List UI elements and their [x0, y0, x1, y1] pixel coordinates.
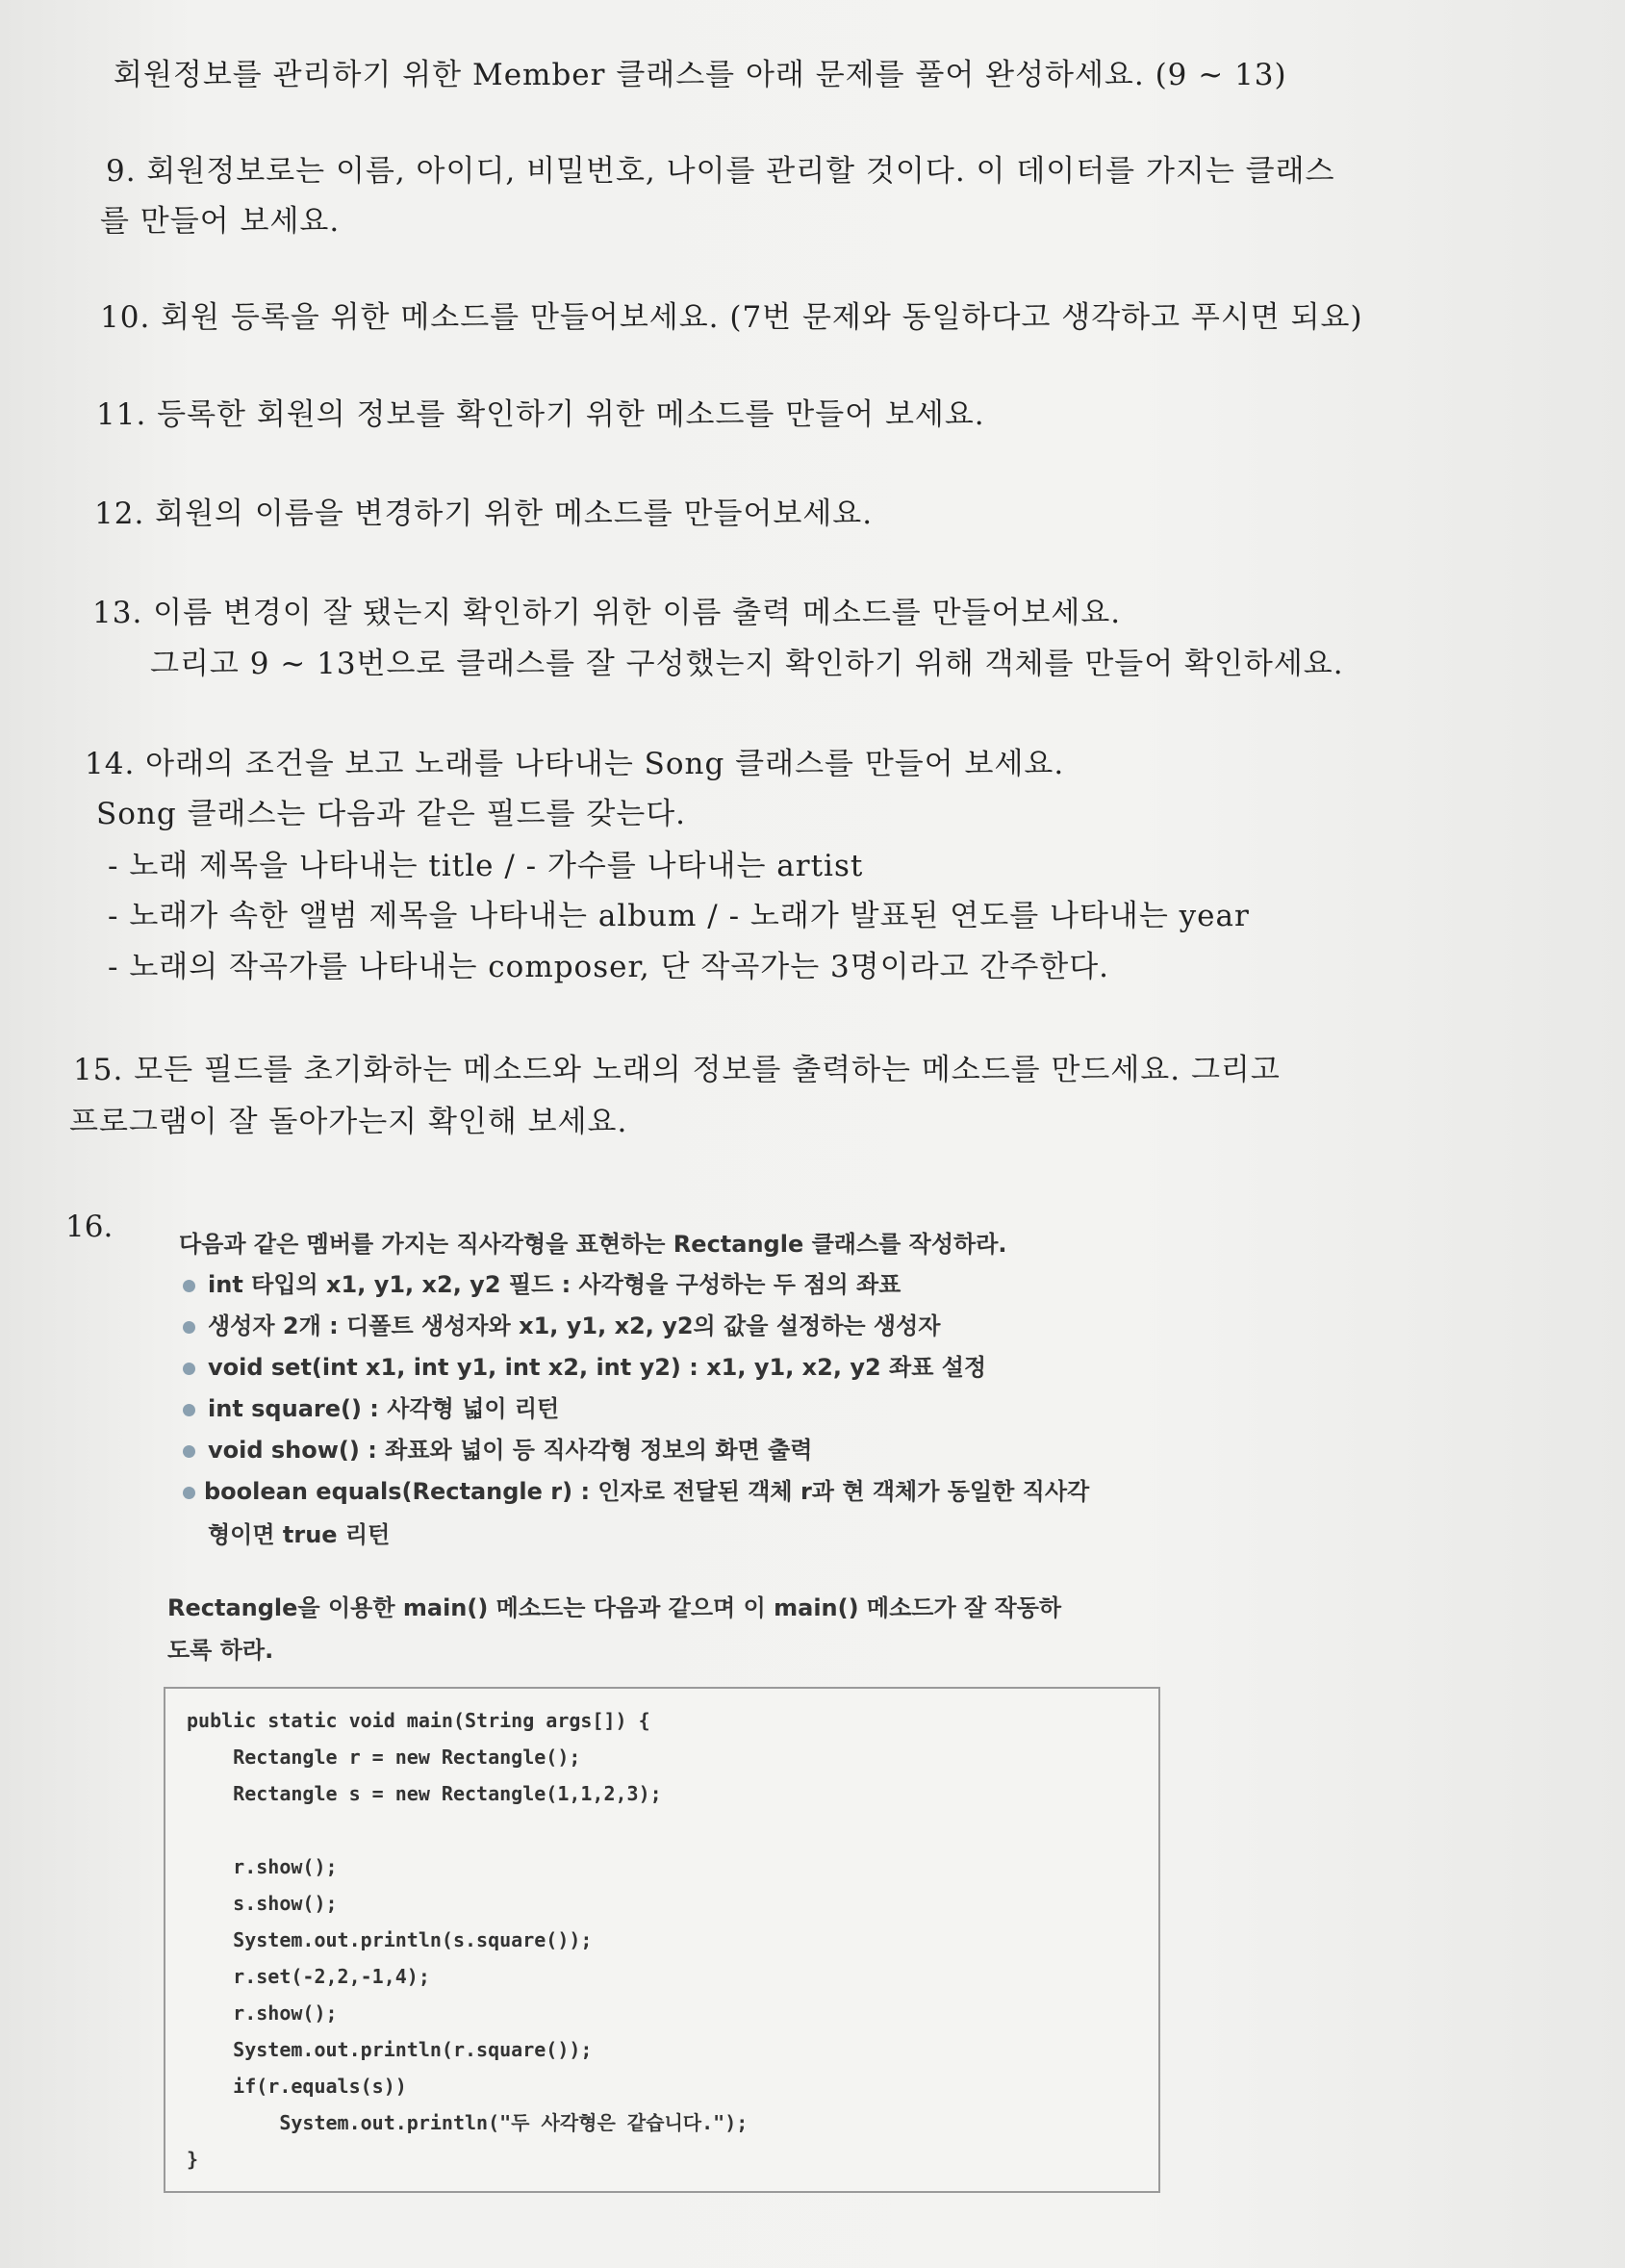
question-16-bullet-6: boolean equals(Rectangle r) : 인자로 전달된 객체 r과 현 객체가 동일한 직사각	[204, 1478, 1090, 1505]
question-15-line-1: 15. 모든 필드를 초기화하는 메소드와 노래의 정보를 출력하는 메소드를 만드세요. 그리고	[73, 1053, 1281, 1087]
question-9-line-1: 9. 회원정보로는 이름, 아이디, 비밀번호, 나이를 관리할 것이다. 이 데이터를 가지는 클래스	[106, 154, 1335, 189]
question-16-main-desc-2: 도록 하라.	[167, 1637, 274, 1664]
question-14-field-2: - 노래가 속한 앨범 제목을 나타내는 album / - 노래가 발표된 연도를 나타내는 year	[108, 899, 1250, 933]
bullet-icon	[183, 1445, 195, 1458]
question-16-number: 16.	[65, 1210, 114, 1244]
bullet-icon	[183, 1487, 195, 1499]
bullet-icon	[183, 1321, 195, 1334]
code-box	[164, 1687, 1160, 2193]
question-16-bullet-6-cont: 형이면 true 리턴	[208, 1521, 391, 1548]
question-12: 12. 회원의 이름을 변경하기 위한 메소드를 만들어보세요.	[94, 497, 874, 531]
question-14-field-3: - 노래의 작곡가를 나타내는 composer, 단 작곡가는 3명이라고 간주한다.	[108, 950, 1110, 984]
code-line: public static void main(String args[]) {	[187, 1709, 650, 1732]
question-16-bullet-1: int 타입의 x1, y1, x2, y2 필드 : 사각형을 구성하는 두 점의 좌표	[208, 1271, 901, 1298]
code-line: System.out.println(s.square());	[187, 1928, 593, 1951]
question-13-line-1: 13. 이름 변경이 잘 됐는지 확인하기 위한 이름 출력 메소드를 만들어보세요.	[92, 596, 1122, 630]
code-line: r.show();	[187, 2001, 338, 2025]
bullet-icon	[183, 1363, 195, 1375]
bullet-icon	[183, 1404, 195, 1416]
code-line: System.out.println("두 사각형은 같습니다.");	[187, 2111, 749, 2134]
section-header: 회원정보를 관리하기 위한 Member 클래스를 아래 문제를 풀어 완성하세요. (9 ~ 13)	[114, 58, 1287, 92]
question-14-line-2: Song 클래스는 다음과 같은 필드를 갖는다.	[96, 797, 687, 831]
code-line: r.show();	[187, 1855, 338, 1878]
code-line: Rectangle r = new Rectangle();	[187, 1746, 581, 1769]
question-16-bullet-4: int square() : 사각형 넓이 리턴	[208, 1395, 560, 1422]
question-16-bullet-3: void set(int x1, int y1, int x2, int y2) : x1, y1, x2, y2 좌표 설정	[208, 1354, 987, 1381]
question-14-field-1: - 노래 제목을 나타내는 title / - 가수를 나타내는 artist	[108, 849, 864, 883]
code-line: if(r.equals(s))	[187, 2075, 407, 2098]
code-line: }	[187, 2148, 199, 2171]
question-16-bullet-5: void show() : 좌표와 넓이 등 직사각형 정보의 화면 출력	[208, 1437, 813, 1464]
question-16-main-desc-1: Rectangle을 이용한 main() 메소드는 다음과 같으며 이 main() 메소드가 잘 작동하	[167, 1594, 1062, 1621]
code-line: System.out.println(r.square());	[187, 2038, 593, 2061]
question-9-line-2: 를 만들어 보세요.	[100, 204, 341, 239]
question-14-line-1: 14. 아래의 조건을 보고 노래를 나타내는 Song 클래스를 만들어 보세요.	[85, 747, 1065, 781]
bullet-icon	[183, 1280, 195, 1292]
question-10: 10. 회원 등록을 위한 메소드를 만들어보세요. (7번 문제와 동일하다고 생각하고 푸시면 되요)	[100, 300, 1363, 335]
question-16-bullet-2: 생성자 2개 : 디폴트 생성자와 x1, y1, x2, y2의 값을 설정하는 생성자	[208, 1312, 941, 1339]
code-line: s.show();	[187, 1892, 338, 1915]
question-13-line-2: 그리고 9 ~ 13번으로 클래스를 잘 구성했는지 확인하기 위해 객체를 만들어 확인하세요.	[150, 647, 1344, 681]
code-line: r.set(-2,2,-1,4);	[187, 1965, 430, 1988]
question-15-line-2: 프로그램이 잘 돌아가는지 확인해 보세요.	[69, 1105, 628, 1139]
code-line: Rectangle s = new Rectangle(1,1,2,3);	[187, 1782, 662, 1805]
question-11: 11. 등록한 회원의 정보를 확인하기 위한 메소드를 만들어 보세요.	[96, 397, 985, 432]
question-16-intro: 다음과 같은 멤버를 가지는 직사각형을 표현하는 Rectangle 클래스를 작성하라.	[179, 1231, 1007, 1258]
